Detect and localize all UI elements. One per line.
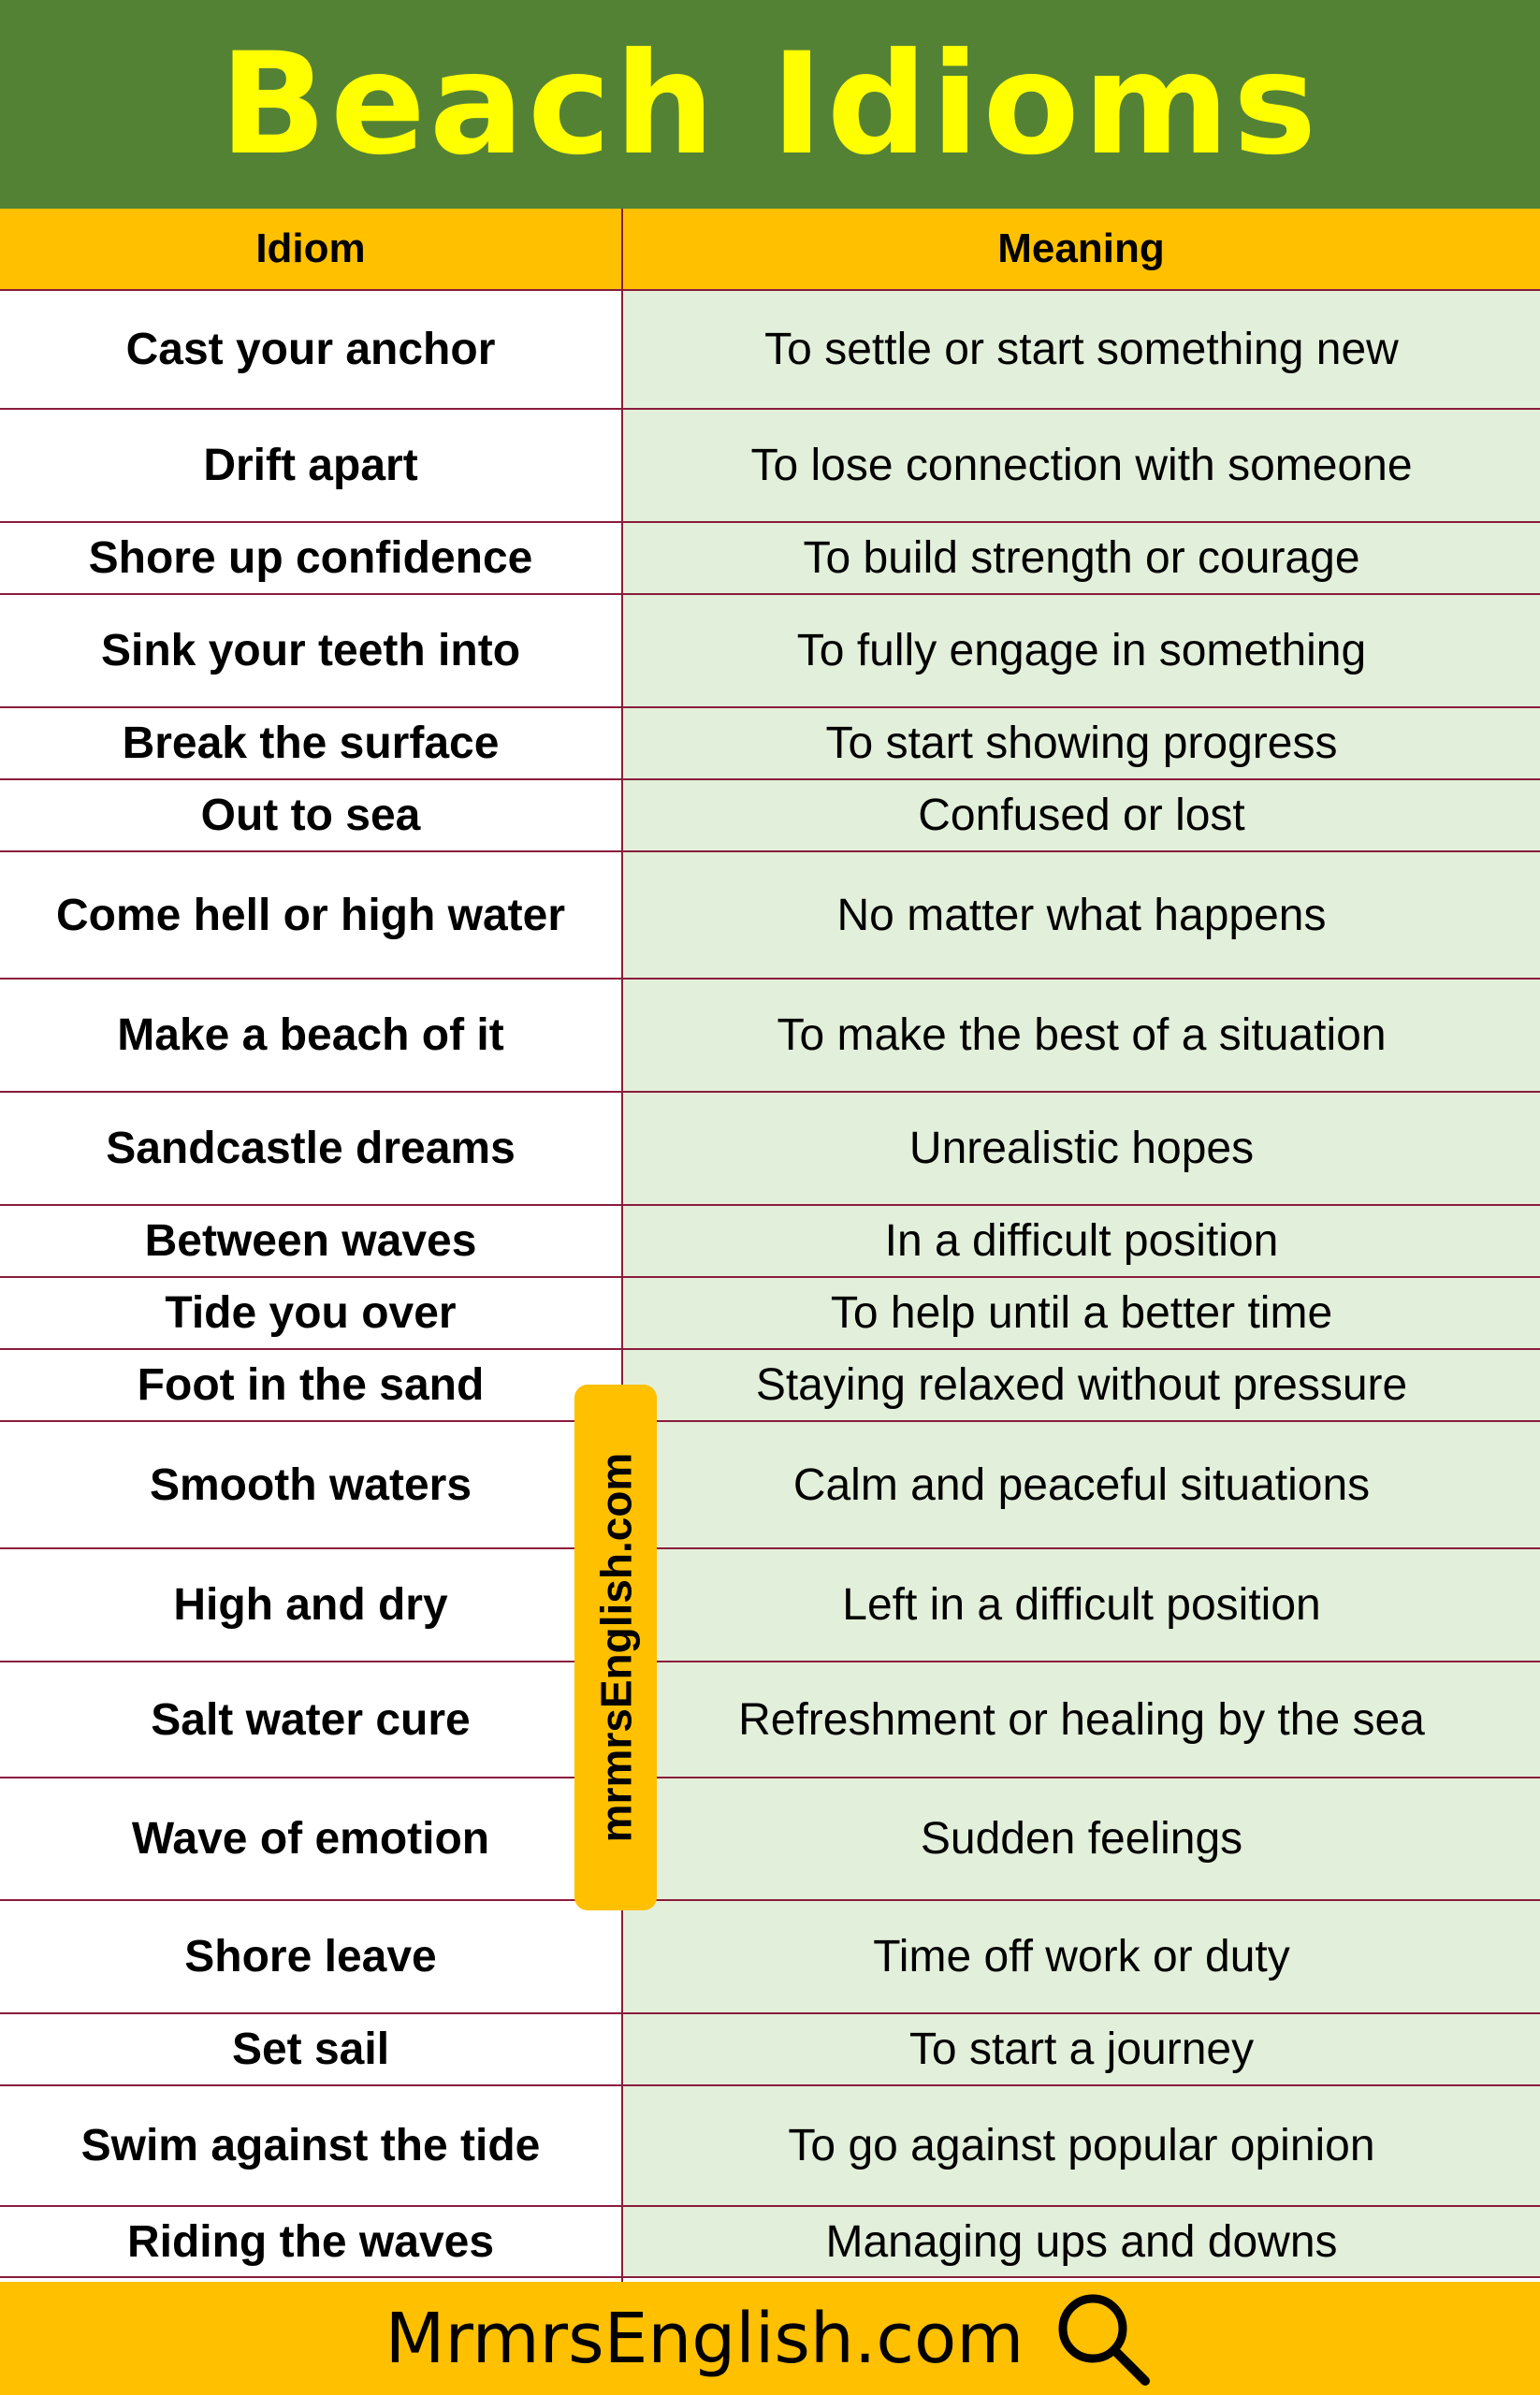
table-row — [0, 595, 1540, 708]
idiom-cell: Shore up confidence — [0, 523, 621, 593]
meaning-cell: To start a journey — [623, 2014, 1540, 2084]
idiom-cell: Wave of emotion — [0, 1778, 621, 1899]
meaning-cell: No matter what happens — [623, 852, 1540, 978]
meaning-cell: To settle or start something new — [623, 291, 1540, 408]
meaning-cell: To fully engage in something — [623, 595, 1540, 706]
table-row — [0, 2014, 1540, 2086]
idiom-cell: Between waves — [0, 1206, 621, 1276]
meaning-cell: To make the best of a situation — [623, 980, 1540, 1091]
header-meaning: Meaning — [997, 225, 1165, 271]
table-row — [0, 1901, 1540, 2014]
header-idiom: Idiom — [255, 225, 366, 271]
meaning-cell: Unrealistic hopes — [623, 1093, 1540, 1204]
idiom-cell: Cast your anchor — [0, 291, 621, 408]
meaning-cell: Managing ups and downs — [623, 2207, 1540, 2276]
meaning-cell: To go against popular opinion — [623, 2086, 1540, 2205]
meaning-cell: To build strength or courage — [623, 523, 1540, 593]
idiom-cell: Set sail — [0, 2014, 621, 2084]
table-row — [0, 708, 1540, 780]
idiom-cell: Break the surface — [0, 708, 621, 778]
watermark-text: mrmrsEnglish.com — [591, 1452, 640, 1843]
title-banner — [0, 0, 1540, 209]
table-row — [0, 2086, 1540, 2207]
table-row — [0, 1093, 1540, 1206]
meaning-cell: To help until a better time — [623, 1278, 1540, 1348]
idiom-cell: Riding the waves — [0, 2207, 621, 2276]
idiom-cell: Smooth waters — [0, 1422, 621, 1547]
meaning-cell: Refreshment or healing by the sea — [623, 1662, 1540, 1777]
idiom-cell: Sandcastle dreams — [0, 1093, 621, 1204]
meaning-cell: Calm and peaceful situations — [623, 1422, 1540, 1547]
table-row — [0, 1206, 1540, 1278]
meaning-cell: In a difficult position — [623, 1206, 1540, 1276]
search-icon[interactable] — [1052, 2287, 1155, 2390]
meaning-cell: Time off work or duty — [623, 1901, 1540, 2012]
idiom-cell: Make a beach of it — [0, 980, 621, 1091]
table-row — [0, 1549, 1540, 1662]
page-title: Beach Idioms — [219, 22, 1321, 186]
idiom-cell: Salt water cure — [0, 1662, 621, 1777]
idiom-cell: Tide you over — [0, 1278, 621, 1348]
idiom-cell: Shore leave — [0, 1901, 621, 2012]
table-row — [0, 523, 1540, 595]
meaning-cell: To lose connection with someone — [623, 410, 1540, 521]
meaning-cell: Left in a difficult position — [623, 1549, 1540, 1661]
table-row — [0, 1662, 1540, 1778]
idiom-cell: High and dry — [0, 1549, 621, 1661]
footer-site[interactable]: MrmrsEnglish.com — [385, 2298, 1024, 2379]
meaning-cell: Sudden feelings — [623, 1778, 1540, 1899]
table-row — [0, 980, 1540, 1093]
table-row — [0, 1422, 1540, 1549]
idiom-cell: Out to sea — [0, 780, 621, 850]
table-row — [0, 410, 1540, 523]
meaning-cell: Staying relaxed without pressure — [623, 1350, 1540, 1420]
table-row — [0, 1278, 1540, 1350]
table-row — [0, 1778, 1540, 1901]
idiom-cell: Swim against the tide — [0, 2086, 621, 2205]
footer-banner — [0, 2282, 1540, 2395]
meaning-cell: To start showing progress — [623, 708, 1540, 778]
column-divider — [621, 209, 623, 2282]
meaning-cell: Confused or lost — [623, 780, 1540, 850]
watermark-badge — [574, 1385, 657, 1910]
idiom-cell: Sink your teeth into — [0, 595, 621, 706]
table-row — [0, 780, 1540, 852]
table-row — [0, 1350, 1540, 1422]
idiom-cell: Come hell or high water — [0, 852, 621, 978]
table-row — [0, 852, 1540, 980]
idiom-cell: Drift apart — [0, 410, 621, 521]
table-row — [0, 291, 1540, 410]
table-row — [0, 2207, 1540, 2278]
table-header — [0, 209, 1540, 291]
idiom-cell: Foot in the sand — [0, 1350, 621, 1420]
